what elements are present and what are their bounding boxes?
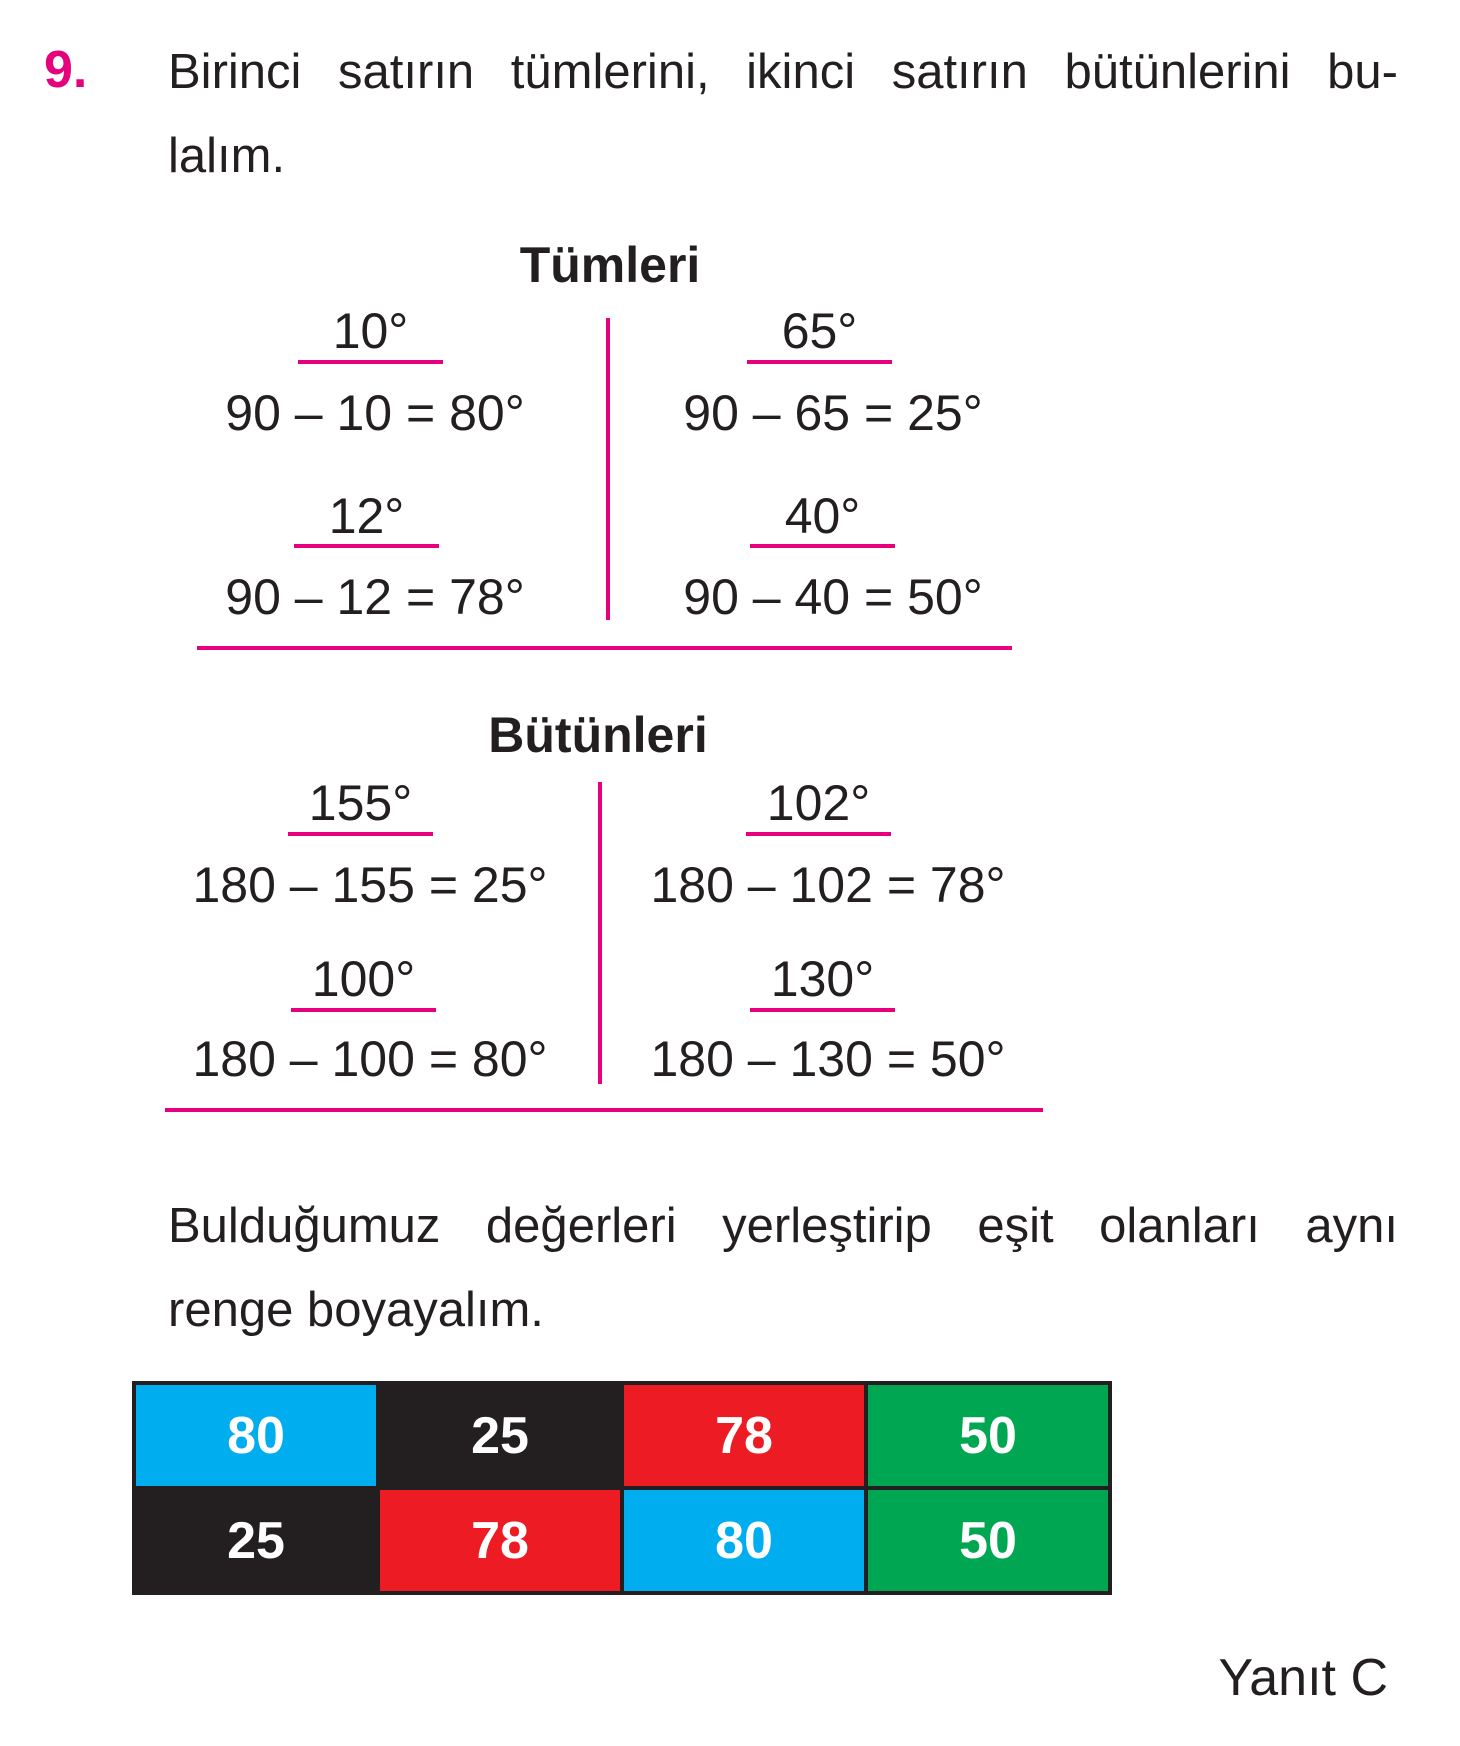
supplement-expression-2: 180 – 102 = 78° [650,857,1006,913]
supplements-heading: Bütünleri [488,707,708,763]
supplements-divider [598,782,602,1084]
complement-angle-3: 12° [328,488,405,544]
supplement-angle-1: 155° [308,775,413,831]
underline [750,1008,895,1012]
complement-expression-3: 90 – 12 = 78° [225,569,525,625]
grid-cell [380,1385,620,1486]
grid-cell [624,1385,864,1486]
complement-angle-1: 10° [332,303,409,359]
question-number: 9. [44,41,88,99]
outro-paragraph [168,1184,1398,1352]
complement-expression-4: 90 – 40 = 50° [683,569,983,625]
supplement-expression-1: 180 – 155 = 25° [192,857,548,913]
complements-divider [606,318,610,620]
complement-angle-2: 65° [781,303,858,359]
intro-paragraph [168,30,1398,198]
grid-cell-value: 25 [227,1511,285,1570]
outro-line-2: renge boyayalım. [168,1283,544,1337]
grid-cell [136,1490,376,1591]
grid-cell [380,1490,620,1591]
complement-expression-2: 90 – 65 = 25° [683,385,983,441]
intro-line-1: Birinci satırın tümlerini, ikinci satırın bütünlerini bu- [168,45,1398,99]
grid-cell [868,1385,1108,1486]
underline [298,360,443,364]
supplement-angle-2: 102° [766,775,871,831]
complements-bottom-rule [197,646,1012,650]
supplement-expression-3: 180 – 100 = 80° [192,1031,548,1087]
grid-cell-value: 78 [471,1511,529,1570]
color-grid [132,1381,1112,1595]
grid-cell-value: 80 [227,1406,285,1465]
underline [747,360,892,364]
grid-cell [868,1490,1108,1591]
outro-line-1: Bulduğumuz değerleri yerleştirip eşit olanları aynı [168,1199,1398,1253]
complement-expression-1: 90 – 10 = 80° [225,385,525,441]
underline [750,544,895,548]
supplement-angle-3: 100° [311,951,416,1007]
supplement-angle-4: 130° [770,951,875,1007]
grid-cell [624,1490,864,1591]
answer-label: Yanıt C [1218,1649,1388,1707]
complement-angle-4: 40° [784,488,861,544]
complements-heading: Tümleri [519,237,701,293]
underline [294,544,439,548]
grid-cell-value: 50 [959,1406,1017,1465]
grid-cell [136,1385,376,1486]
underline [291,1008,436,1012]
underline [288,832,433,836]
grid-cell-value: 50 [959,1511,1017,1570]
supplements-bottom-rule [165,1108,1043,1112]
grid-cell-value: 80 [715,1511,773,1570]
supplement-expression-4: 180 – 130 = 50° [650,1031,1006,1087]
grid-cell-value: 25 [471,1406,529,1465]
grid-cell-value: 78 [715,1406,773,1465]
underline [746,832,891,836]
intro-line-2: lalım. [168,129,286,183]
